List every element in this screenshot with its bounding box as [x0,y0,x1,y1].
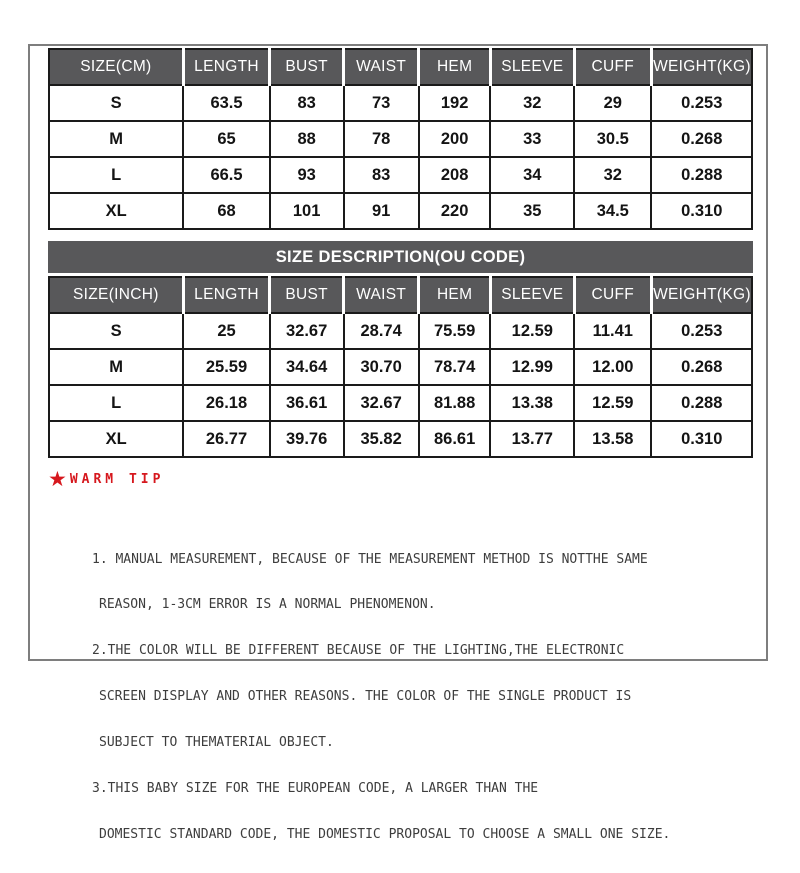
row-label: L [49,385,183,421]
tip-line: 2.THE COLOR WILL BE DIFFERENT BECAUSE OF THE LIGHTING,THE ELECTRONIC [92,643,625,659]
table-cell: 73 [344,85,419,121]
table-cell: 0.268 [651,349,752,385]
header-row [49,277,752,313]
table-cell: 12.59 [490,313,574,349]
table-cell: 34 [490,157,574,193]
table-cell: 192 [419,85,491,121]
table-row [49,157,752,193]
table-cell: 0.268 [651,121,752,157]
table-cell: 28.74 [344,313,419,349]
table-cell: 81.88 [419,385,491,421]
table-cell: 0.288 [651,157,752,193]
column-header: BUST [270,277,344,313]
table-cell: 13.77 [490,421,574,457]
table-cell: 0.310 [651,193,752,229]
column-header: BUST [270,49,344,85]
table-cell: 32 [574,157,651,193]
row-label: XL [49,193,183,229]
tips-list [92,521,712,873]
table-cell: 35 [490,193,574,229]
table-cell: 78 [344,121,419,157]
row-label: L [49,157,183,193]
table-cell: 32.67 [270,313,344,349]
table-cell: 12.59 [574,385,651,421]
header-row [49,49,752,85]
column-header: WAIST [344,49,419,85]
table-row [49,313,752,349]
tip-line: 3.THIS BABY SIZE FOR THE EUROPEAN CODE, A LARGER THAN THE [92,781,539,797]
tip-line: SCREEN DISPLAY AND OTHER REASONS. THE COLOR OF THE SINGLE PRODUCT IS [99,689,632,705]
table-row [49,85,752,121]
column-header: SIZE(CM) [49,49,183,85]
star-icon: ★ [48,467,67,491]
table-row [49,385,752,421]
column-header: CUFF [574,49,651,85]
table-row [49,421,752,457]
table-cell: 78.74 [419,349,491,385]
table-cell: 0.310 [651,421,752,457]
table-cell: 29 [574,85,651,121]
column-header: SIZE(INCH) [49,277,183,313]
row-label: S [49,313,183,349]
row-label: M [49,349,183,385]
table-cell: 0.253 [651,85,752,121]
table-row [49,121,752,157]
warm-tip-label: WARM TIP [69,471,165,487]
table-cell: 200 [419,121,491,157]
table-cell: 65 [183,121,269,157]
column-header: HEM [419,277,491,313]
table-cell: 39.76 [270,421,344,457]
table-cell: 12.00 [574,349,651,385]
table-cell: 83 [270,85,344,121]
column-header: LENGTH [183,277,269,313]
table-cell: 11.41 [574,313,651,349]
row-label: M [49,121,183,157]
table-cell: 68 [183,193,269,229]
table-cell: 34.5 [574,193,651,229]
table-cell: 36.61 [270,385,344,421]
table-cell: 32 [490,85,574,121]
table-cell: 12.99 [490,349,574,385]
size-description-banner [48,241,753,273]
table-cell: 32.67 [344,385,419,421]
table-cell: 208 [419,157,491,193]
tip-line: DOMESTIC STANDARD CODE, THE DOMESTIC PROPOSAL TO CHOOSE A SMALL ONE SIZE. [99,826,671,842]
table-cell: 0.253 [651,313,752,349]
table-cell: 75.59 [419,313,491,349]
warm-tip-heading [48,468,164,490]
column-header: SLEEVE [490,49,574,85]
table-cell: 0.288 [651,385,752,421]
row-label: XL [49,421,183,457]
table-cell: 30.5 [574,121,651,157]
column-header: WAIST [344,277,419,313]
size-table-inch [48,276,753,458]
table-cell: 13.38 [490,385,574,421]
table-cell: 101 [270,193,344,229]
table-cell: 13.58 [574,421,651,457]
tip-line: 1. MANUAL MEASUREMENT, BECAUSE OF THE MEASUREMENT METHOD IS NOTTHE SAME [92,551,648,567]
table-cell: 91 [344,193,419,229]
tip-line: REASON, 1-3CM ERROR IS A NORMAL PHENOMENON. [99,597,436,613]
size-description-banner-title: SIZE DESCRIPTION(OU CODE) [275,247,526,266]
column-header: SLEEVE [490,277,574,313]
table-cell: 86.61 [419,421,491,457]
table-cell: 25.59 [183,349,269,385]
table-cell: 26.77 [183,421,269,457]
table-cell: 35.82 [344,421,419,457]
table-cell: 30.70 [344,349,419,385]
table-cell: 66.5 [183,157,269,193]
table-cell: 83 [344,157,419,193]
table-row [49,349,752,385]
column-header: WEIGHT(KG) [651,277,752,313]
column-header: CUFF [574,277,651,313]
table-cell: 88 [270,121,344,157]
row-label: S [49,85,183,121]
column-header: HEM [419,49,491,85]
table-cell: 26.18 [183,385,269,421]
size-table-cm [48,48,753,230]
table-cell: 25 [183,313,269,349]
table-row [49,193,752,229]
table-cell: 34.64 [270,349,344,385]
table-cell: 93 [270,157,344,193]
column-header: LENGTH [183,49,269,85]
table-cell: 33 [490,121,574,157]
column-header: WEIGHT(KG) [651,49,752,85]
table-cell: 220 [419,193,491,229]
tip-line: SUBJECT TO THEMATERIAL OBJECT. [99,735,334,751]
table-cell: 63.5 [183,85,269,121]
